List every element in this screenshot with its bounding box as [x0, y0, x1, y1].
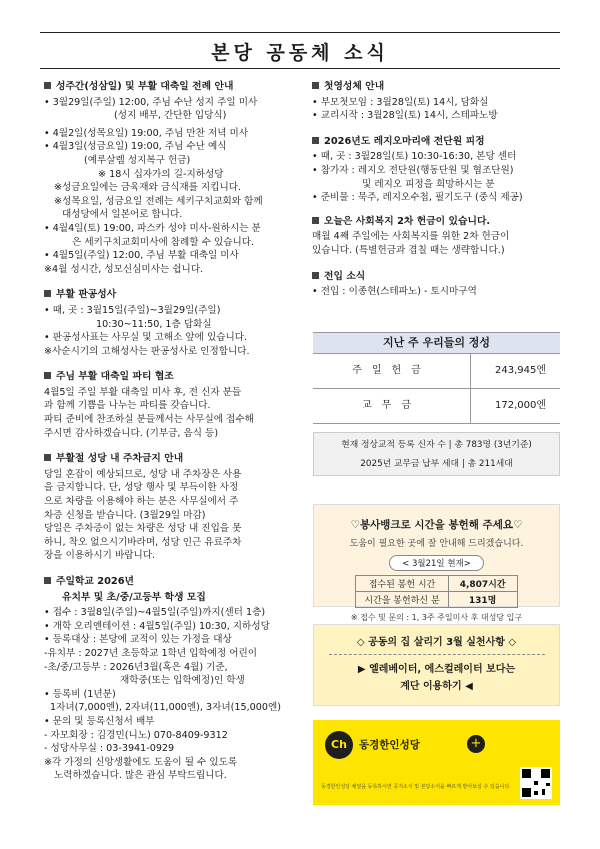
page-title: 본당 공동체 소식 [211, 42, 389, 64]
offering-value: 172,000엔 [494, 400, 546, 411]
text-line: 매월 4째 주일에는 사회복지를 위한 2차 헌금이 [312, 231, 510, 243]
text-line: 당일은 주차증이 없는 차량은 성당 내 진입을 못 [44, 523, 242, 535]
kakao-channel-title: 동경한인성당 [359, 739, 420, 751]
text-line: • 접수 : 3월8일(주일)~4월5일(주일)까지(센터 1층) [44, 607, 266, 619]
text-line: • 교리시작 : 3월28일(토) 14시, 스테파노방 [312, 110, 498, 122]
text-line: • 때, 곳 : 3월15일(주일)~3월29일(주일) [44, 304, 221, 316]
offering-heading: 지난 주 우리들의 정성 [313, 332, 560, 354]
bullet-square-icon [44, 454, 51, 461]
text-line: - 성당사무실 : 03-3941-0929 [44, 743, 175, 755]
volunteer-table [355, 575, 517, 608]
volunteer-label: 시간을 봉헌하신 분 [356, 592, 448, 608]
volunteer-value: 4,807시간 [448, 576, 517, 592]
text-line: 4월5일 주일 부활 대축일 미사 후, 전 신자 분들 [44, 386, 242, 398]
volunteer-note: ※ 접수 및 문의 : 1, 3주 주일미사 후 대성당 입구 [350, 613, 523, 622]
offering-table [313, 332, 560, 422]
text-line: 재학중(또는 입학예정)인 학생 [120, 675, 245, 687]
text-line: - 자모회장 : 김경민(니노) 070-8409-9312 [44, 729, 228, 741]
volunteer-date-badge: < 3월21일 현재> [389, 555, 484, 571]
section-first-communion [312, 80, 560, 123]
text-line: • 4월2일(성목요일) 19:00, 주님 만찬 저녁 미사 [44, 127, 249, 139]
title-top-rule [40, 32, 560, 33]
bullet-square-icon [44, 372, 51, 379]
section-heading: 부활 판공성사 [56, 289, 117, 301]
text-line: 을 금지합니다. 단, 성당 행사 및 부득이한 사정 [44, 482, 239, 494]
text-line: 차증 신청을 받습니다. (3월29일 마감) [44, 509, 206, 521]
text-line: • 4월5일(주일) 12:00, 주님 부활 대축일 미사 [44, 250, 239, 262]
text-line: 파티 준비에 찬조하실 분들께서는 사무실에 접수해 [44, 414, 254, 426]
bullet-square-icon [312, 217, 319, 224]
qr-code-icon[interactable] [520, 767, 552, 799]
section-legio-retreat [312, 135, 560, 205]
volunteer-value: 131명 [448, 592, 517, 608]
bullet-square-icon [44, 82, 51, 89]
text-line: 대성당에서 일본어로 합니다. [62, 209, 183, 221]
text-line: 10:30~11:50, 1층 답화실 [96, 318, 212, 330]
common-home-line: 계단 이용하기 ◀ [400, 681, 473, 692]
section-heading: 전입 소식 [324, 270, 366, 282]
text-line: 하니, 착오 없으시기바라며, 성당 인근 유료주차 [44, 536, 242, 548]
section-heading: 오늘은 사회복지 2차 헌금이 있습니다. [324, 215, 491, 227]
section-sunday-school [44, 575, 306, 783]
text-line: • 부모첫모임 : 3월28일(토) 14시, 담화실 [312, 96, 489, 108]
common-home-box [313, 624, 560, 706]
section-heading: 주님 부활 대축일 파티 협조 [56, 371, 174, 383]
text-line: 노력하겠습니다. 많은 관심 부탁드립니다. [54, 770, 227, 782]
left-column [44, 80, 306, 791]
volunteer-subtitle: 도움이 필요한 곳에 잘 안내해 드리겠습니다. [349, 539, 524, 549]
text-line: ※각 가정의 신앙생활에도 도움이 될 수 있도록 [44, 756, 238, 768]
kakao-channel-description: 동경한인성당 채널을 등록하시면 공지소식 및 본당소식을 빠르게 받아보실 수 있습니다. [321, 784, 511, 790]
volunteer-label: 접수된 봉헌 시간 [356, 576, 448, 592]
text-line: (성지 배부, 간단한 입당식) [114, 110, 227, 122]
text-line: ※성금요일에는 금육재와 금식재를 지킵니다. [54, 182, 242, 194]
right-column [312, 80, 560, 307]
text-line: • 등록비 (1년분) [44, 688, 116, 700]
bullet-square-icon [312, 272, 319, 279]
section-heading: 성주간(성삼일) 및 부활 대축일 전례 안내 [56, 81, 234, 92]
text-line: • 때, 곳 : 3월28일(토) 10:30-16:30, 본당 센터 [312, 151, 517, 163]
offering-label: 교무금 [313, 389, 471, 423]
stats-line: 2025년 교무금 납부 세대 | 총 211세대 [360, 459, 513, 469]
bullet-square-icon [312, 82, 319, 89]
text-line: • 등록대상 : 본당에 교적이 있는 가정을 대상 [44, 634, 232, 646]
dashed-divider [329, 654, 545, 655]
offering-value: 243,945엔 [494, 365, 546, 376]
text-line: 당일 혼잡이 예상되므로, 성당 내 주차장은 사용 [44, 468, 242, 480]
bullet-square-icon [312, 137, 319, 144]
table-row [356, 592, 517, 608]
add-channel-button[interactable]: + [467, 735, 485, 753]
section-transfer [312, 270, 560, 299]
text-line: ※4월 성시간, 성모신심미사는 쉽니다. [44, 263, 204, 275]
text-line: 으로 차량을 이용해야 하는 분은 사무실에서 주 [44, 496, 239, 508]
text-line: 과 함께 기쁨을 나누는 파티를 갖습니다. [44, 400, 211, 412]
text-line: -유치부 : 2027년 초등학교 1학년 입학예정 어린이 [44, 647, 258, 659]
text-line: • 4월3일(성금요일) 19:00, 주님 수난 예식 [44, 141, 227, 153]
text-line: • 참가자 : 레지오 전단원(행동단원 및 협조단원) [312, 164, 514, 176]
volunteer-bank-box [313, 504, 560, 622]
text-line: ※ 18시 십자가의 길-지하성당 [98, 168, 224, 180]
section-heading: 첫영성체 안내 [324, 81, 385, 92]
text-line: • 준비물 : 묵주, 레지오수첩, 필기도구 (중식 제공) [312, 192, 523, 204]
text-line: ※사순시기의 고해성사는 판공성사로 인정합니다. [44, 345, 250, 357]
text-line: 및 레지오 피정을 희망하시는 분 [362, 178, 495, 190]
text-line: -초/중/고등부 : 2026년3월(혹은 4월) 기준, [44, 661, 228, 673]
parish-stats-box [313, 432, 560, 476]
bullet-square-icon [44, 290, 51, 297]
section-confession [44, 288, 306, 358]
section-subheading: 유치부 및 초/중/고등부 학생 모집 [62, 591, 206, 603]
section-heading: 주일학교 2026년 [56, 576, 134, 587]
text-line: (예루살렘 성지복구 헌금) [84, 154, 191, 166]
offering-row [313, 389, 560, 424]
common-home-line: ▶ 엘레베이터, 에스컬레이터 보다는 [357, 664, 516, 675]
common-home-title: ◇ 공동의 집 살리기 3월 실천사항 ◇ [356, 637, 517, 648]
text-line: • 판공성사표는 사무실 및 고해소 앞에 있습니다. [44, 332, 248, 344]
volunteer-title: ♡봉사뱅크로 시간을 봉헌해 주세요♡ [350, 519, 523, 531]
section-easter-liturgy [44, 80, 306, 276]
section-easter-party [44, 370, 306, 440]
bullet-square-icon [44, 577, 51, 584]
text-line: 장을 이용하시기 바랍니다. [44, 550, 156, 562]
text-line: • 3월29일(주일) 12:00, 주님 수난 성지 주일 미사 [44, 96, 258, 108]
text-line: ※성목요일, 성금요일 전례는 세키구치교회와 함께 [54, 195, 263, 207]
title-bottom-rule [40, 68, 560, 69]
text-line: • 개학 오리엔테이션 : 4월5일(주일) 10:30, 지하성당 [44, 620, 270, 632]
section-parking [44, 452, 306, 563]
section-heading: 2026년도 레지오마리애 전단원 피정 [324, 135, 485, 147]
text-line: 주시면 감사하겠습니다. (기부금, 음식 등) [44, 427, 219, 439]
text-line: • 전입 : 이종현(스테파노) - 토시마구역 [312, 286, 477, 298]
offering-label: 주일헌금 [313, 354, 471, 388]
kakao-channel-banner[interactable] [313, 720, 560, 805]
table-row [356, 576, 517, 592]
kakao-channel-logo-icon: Ch [325, 731, 353, 759]
section-welfare-collection [312, 215, 560, 258]
text-line: 1자녀(7,000엔), 2자녀(11,000엔), 3자녀(15,000엔) [50, 702, 281, 714]
section-heading: 부활절 성당 내 주차금지 안내 [56, 453, 184, 465]
text-line: • 4월4일(토) 19:00, 파스카 성야 미사-원하시는 분 [44, 222, 261, 234]
text-line: 은 세키구치교회미사에 참례할 수 있습니다. [72, 236, 255, 248]
offering-row [313, 354, 560, 389]
text-line: • 문의 및 등록신청서 배부 [44, 715, 155, 727]
stats-line: 현재 정상교적 등록 신자 수 | 총 783명 (3년기준) [341, 440, 532, 450]
text-line: 있습니다. (특별헌금과 겹칠 때는 생략합니다.) [312, 244, 505, 256]
